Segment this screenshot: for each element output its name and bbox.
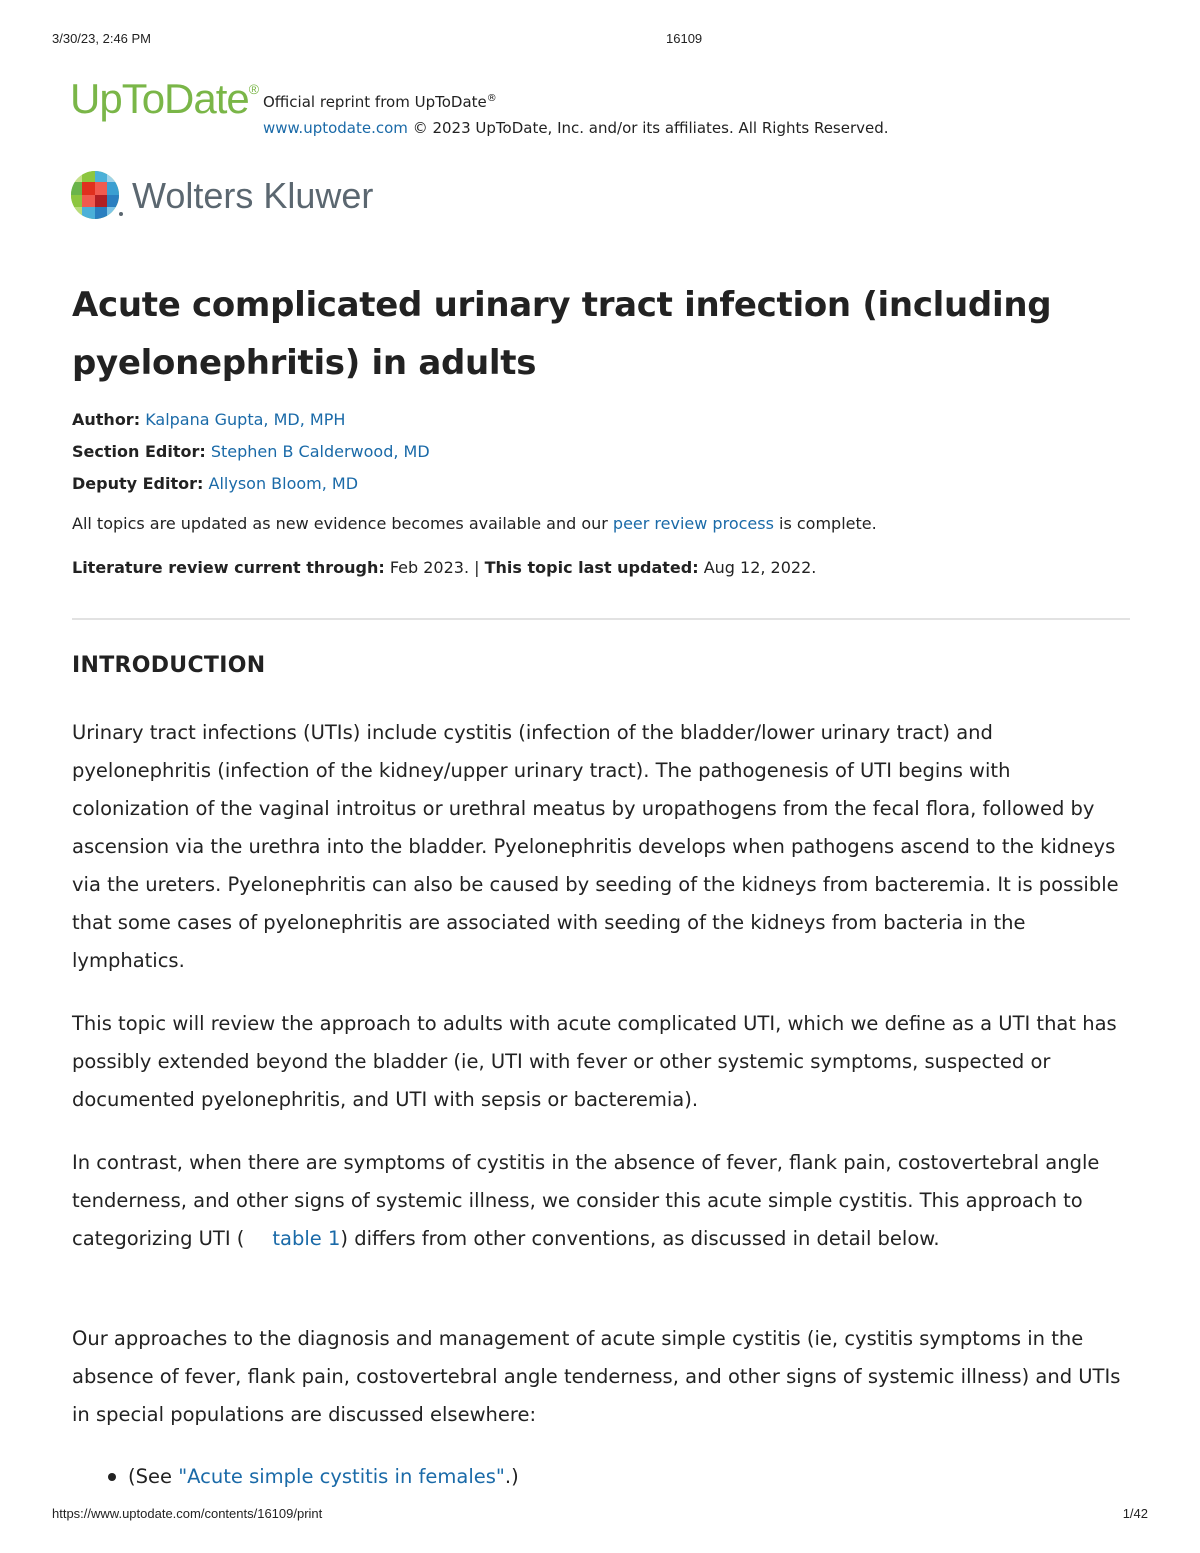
intro-paragraph-1: Urinary tract infections (UTIs) include cystitis (infection of the bladder/lower urinary tract) and pyelonephritis (infection of the kidney/upper urinary tract). The pathogenesis of UTI begins with colonization of the vaginal introitus or urethral meatus by uropathogens from the fecal flora, followed by ascension via the urethra into the bladder. Pyelonephritis develops when pathogens ascend to the kidneys via the ureters. Pyelonephritis can also be caused by seeding of the kidneys from bacteremia. It is possible that some cases of pyelonephritis are associated with seeding of the kidneys from bacteria in the lymphatics.	[72, 721, 1119, 972]
page-number: 1/42	[1122, 1506, 1148, 1521]
peer-review-link[interactable]: peer review process	[612, 514, 774, 533]
list-item: (See "Acute simple cystitis in females".)	[72, 1458, 1132, 1496]
intro-paragraph-4: Our approaches to the diagnosis and management of acute simple cystitis (ie, cystitis symptoms in the absence of fever, flank pain, costovertebral angle tenderness, and other signs of systemic illness) and UTIs in special populations are discussed elsewhere:	[72, 1327, 1121, 1426]
section-editor-row	[72, 436, 1132, 468]
update-note: All topics are updated as new evidence becomes available and our peer review process is complete.	[72, 514, 877, 533]
uptodate-logo[interactable]	[70, 75, 259, 122]
intro-paragraph-3: In contrast, when there are symptoms of cystitis in the absence of fever, flank pain, costovertebral angle tenderness, and other signs of systemic illness, we consider this acute simple cystitis. This approach to categorizing UTI ( table 1) differs from other conventions, as discussed in detail below.	[72, 1151, 1100, 1250]
lit-review-label: Literature review current through:	[72, 558, 385, 577]
last-updated-date: Aug 12, 2022.	[698, 558, 817, 577]
reprint-line: Official reprint from UpToDate	[263, 93, 487, 111]
section-editor-link[interactable]: Stephen B Calderwood, MD	[210, 442, 430, 461]
section-editor-label: Section Editor:	[72, 442, 206, 461]
print-footer	[52, 1506, 1148, 1526]
print-topic-id: 16109	[666, 31, 703, 46]
bullet-icon	[108, 1473, 116, 1481]
deputy-editor-row	[72, 468, 1132, 500]
author-label: Author:	[72, 410, 141, 429]
print-header	[52, 31, 1148, 51]
lit-review-date: Feb 2023.	[384, 558, 470, 577]
deputy-editor-label: Deputy Editor:	[72, 474, 204, 493]
copyright-text: © 2023 UpToDate, Inc. and/or its affiliates. All Rights Reserved.	[412, 119, 889, 137]
review-dates: Literature review current through: Feb 2023. | This topic last updated: Aug 12, 2022.	[72, 558, 817, 577]
registered-mark: ®	[248, 81, 259, 97]
section-heading-introduction: INTRODUCTION	[72, 653, 266, 678]
intro-paragraph-2: This topic will review the approach to adults with acute complicated UTI, which we define as a UTI that has possibly extended beyond the bladder (ie, UTI with fever or other systemic symptoms, suspected or documented pyelonephritis, and UTI with sepsis or bacteremia).	[72, 1012, 1117, 1111]
related-topics-list	[72, 1458, 1132, 1496]
table-1-link[interactable]: table 1	[272, 1227, 341, 1250]
reprint-notice: Official reprint from UpToDate® www.uptodate.com © 2023 UpToDate, Inc. and/or its affiliates. All Rights Reserved.	[263, 93, 889, 137]
section-divider	[72, 618, 1130, 620]
page-title: Acute complicated urinary tract infection (including pyelonephritis) in adults	[72, 285, 1052, 383]
last-updated-label: This topic last updated:	[484, 558, 699, 577]
author-link[interactable]: Kalpana Gupta, MD, MPH	[145, 410, 346, 429]
deputy-editor-link[interactable]: Allyson Bloom, MD	[208, 474, 359, 493]
acute-simple-cystitis-link[interactable]: "Acute simple cystitis in females"	[178, 1465, 505, 1488]
print-url: https://www.uptodate.com/contents/16109/print	[52, 1506, 323, 1521]
wk-globe-icon	[70, 170, 124, 222]
author-block	[72, 404, 1132, 500]
site-link[interactable]: www.uptodate.com	[263, 119, 408, 137]
print-datetime: 3/30/23, 2:46 PM	[52, 31, 152, 46]
author-row	[72, 404, 1132, 436]
wk-logo-text: Wolters Kluwer	[132, 175, 374, 216]
uptodate-logo-text: UpToDate	[70, 75, 249, 122]
